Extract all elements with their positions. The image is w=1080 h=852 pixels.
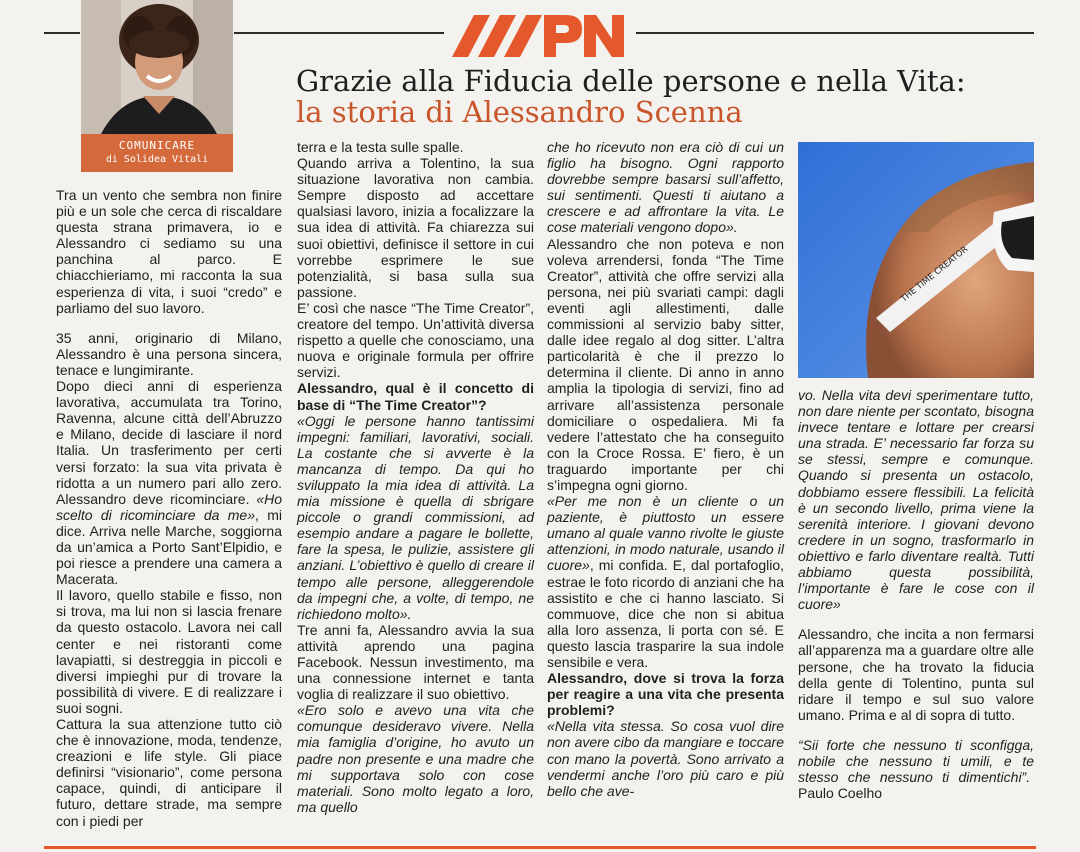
- col3-question-2: Alessandro, dove si trova la forza per reagire a una vita che presenta problemi?: [547, 670, 784, 719]
- glasses-text: THE TIME CREATOR: [899, 244, 971, 305]
- title-line-1: Grazie alla Fiducia delle persone e nella Vita:: [296, 64, 966, 98]
- header-rule-left: [44, 32, 80, 34]
- article-column-3: [547, 139, 784, 799]
- col2-paragraph-1: terra e la testa sulle spalle.: [297, 139, 464, 155]
- col1-paragraph-5: Cattura la sua attenzione tutto ciò che è innovazione, moda, tendenze, creazioni e life style. Gli piace definirsi “visionario”, come persona capace, quindi, di anticipare il futuro, dettare strade, ma sempre con i piedi per: [56, 716, 282, 829]
- col4-answer-4-cont: vo. Nella vita devi sperimentare tutto, non dare niente per scontato, bisogna invece tentare e lottare per crearsi una strada. E’ necessario far forza su se stessi, sempre e comunque. Quando si presenta un ostacolo, dobbiamo essere flessibili. La felicità è un secondo livello, prima viene la serenità interiore. I giovani devono credere in un sogno, trasformarlo in obiettivo e farlo diventare realtà. Tutti abbiamo questa possibilità, l’importante è fare le cose con il cuore»: [798, 387, 1034, 613]
- col2-paragraph-2: Quando arriva a Tolentino, la sua situazione lavorativa non cambia. Sempre disposto ad accettare qualsiasi lavoro, inizia a focalizzare la sua idea di attività. Fa chiarezza sui suoi obiettivi, definisce il settore in cui vorrebbe esprimere le sue potenzialità, si basa sulla sua passione.: [297, 155, 534, 300]
- quote-author: Paulo Coelho: [798, 785, 883, 802]
- col1-quote: «Ho scelto di ricominciare da me»: [56, 490, 282, 523]
- column-caption: [81, 134, 233, 172]
- col3-paragraph-1: Alessandro che non poteva e non voleva arrendersi, fonda “The Time Creator”, attività che offre servizi alla persona, nei più svariati campi: dagli eventi agli allestimenti, dalle commissioni al servizio baby sitter, dalle idee regalo al dog sitter. L’altra particolarità è che il prezzo lo determina il cliente. Di anno in anno amplia la tipologia di servizi, fino ad arrivare all’assistenza personale domiciliare o ospedaliera. Mi fa vedere l’attestato che ha conseguito con la Croce Rossa. E’ fiero, è un traguardo importante per chi s’impegna ogni giorno.: [547, 235, 784, 493]
- column-author: di Solidea Vitali: [105, 154, 209, 165]
- article-column-1: [56, 187, 282, 829]
- header-rule-right: [636, 32, 1034, 34]
- col2-paragraph-4: Tre anni fa, Alessandro avvia la sua attività aprendo una pagina Facebook. Nessun investimento, ma una connessione internet e tanta voglia di realizzare il suo obiettivo.: [297, 621, 534, 703]
- col4-closing-quote: “Sii forte che nessuno ti sconfigga, nobile che nessuno ti umili, e te stesso che nessuno ti dimentichi”. Paulo Coelho: [798, 736, 1034, 802]
- article-column-2: [297, 139, 534, 815]
- wpn-logo: [452, 11, 626, 61]
- col4-paragraph-1: Alessandro, che incita a non fermarsi all’apparenza ma a guardare oltre alle persone, che ha trovato la fiducia della gente di Tolentino, punta sul ridare il tempo e sul suo valore umano. Prima e al di sopra di tutto.: [798, 626, 1034, 723]
- footer-rule: [44, 846, 1036, 849]
- col2-answer-2: «Ero solo e avevo una vita che comunque desideravo vivere. Nella mia famiglia d’origine, ho avuto un padre non presente e una madre che mi supportava solo con cose materiali. Sono molto legato a loro, ma quello: [297, 702, 534, 815]
- col1-paragraph-2: 35 anni, originario di Milano, Alessandro è una persona sincera, tenace e lungimirante.: [56, 329, 282, 378]
- col1-paragraph-4: Il lavoro, quello stabile e fisso, non si trova, ma lui non si lascia frenare da questo ostacolo. Lavora nei call center e nei ristoranti come lavapiatti, si destreggia in piccoli e diversi impieghi pur di trovare la possibilità di vivere. E di realizzare i suoi sogni.: [56, 587, 282, 716]
- author-portrait: [81, 0, 233, 172]
- col3-answer-2-cont: che ho ricevuto non era ciò di cui un figlio ha bisogno. Ogni rapporto dovrebbe sempre basarsi sull’affetto, sui sentimenti. Questi ti aiutano a crescere e ad affrontare la vita. Le cose materiali vengono dopo».: [547, 139, 784, 236]
- article-headline: [296, 66, 1056, 128]
- col2-answer-1: «Oggi le persone hanno tantissimi impegni: familiari, lavorativi, sociali. La costante che si avverte è la mancanza di tempo. Da qui ho sviluppato la mia idea di attività. La mia missione è quella di sbrigare piccole o grandi commissioni, ad esempio andare a pagare le bollette, fare la spesa, le pulizie, assistere gli anziani. L’obiettivo è quello di creare il tempo alle persone, alleggerendole da impegni che, a volte, di tempo, ne richiedono molto».: [297, 412, 534, 622]
- col3-answer-4: «Nella vita stessa. So cosa vuol dire non avere cibo da mangiare e toccare con mano la povertà. Sono arrivato a vendermi anche l’oro più caro e più bello che ave-: [547, 718, 784, 799]
- column-label: COMUNICARE: [118, 139, 196, 152]
- col3-paragraph-2: «Per me non è un cliente o un paziente, è piuttosto un essere umano al quale vanno rivolte le giuste attenzioni, in modo naturale, usando il cuore», mi confida. E, dal portafoglio, estrae le foto ricordo di anziani che ha assistito e che ci hanno lasciato. Si commuove, dice che non si abitua alla loro assenza, li porta con sé. E questo lascia trasparire la sua indole sensibile e vera.: [547, 493, 784, 670]
- header-rule-mid: [234, 32, 444, 34]
- col2-question-1: Alessandro, qual è il concetto di base di “The Time Creator”?: [297, 380, 534, 413]
- col2-paragraph-3: E’ così che nasce “The Time Creator”, creatore del tempo. Un’attività diversa rispetto a quelle che conosciamo, una nuova e originale formula per offrire servizi.: [297, 299, 534, 381]
- title-line-2: la storia di Alessandro Scenna: [296, 95, 743, 129]
- author-photo: [81, 0, 233, 134]
- col1-paragraph-1: Tra un vento che sembra non finire più e un sole che cerca di riscaldare questa strana primavera, io e Alessandro ci sediamo su una panchina al parco. E chiacchieriamo, mi racconta la sua esperienza di vita, i suoi “credo” e parliamo del suo lavoro.: [56, 187, 282, 316]
- article-column-4: [798, 387, 1034, 801]
- alessandro-photo: [798, 142, 1034, 378]
- col1-paragraph-3: Dopo dieci anni di esperienza lavorativa, accumulata tra Torino, Ravenna, alcune città dell’Abruzzo e Milano, decide di lasciare il nord Italia. Un trasferimento per certi versi forzato: la sua vita privata è ridotta a un numero pari allo zero. Alessandro deve ricominciare. «Ho scelto di ricominciare da me», mi dice. Arriva nelle Marche, soggiorna da un’amica a Porto Sant’Elpidio, e poi riesce a prendere una camera a Macerata.: [56, 378, 282, 588]
